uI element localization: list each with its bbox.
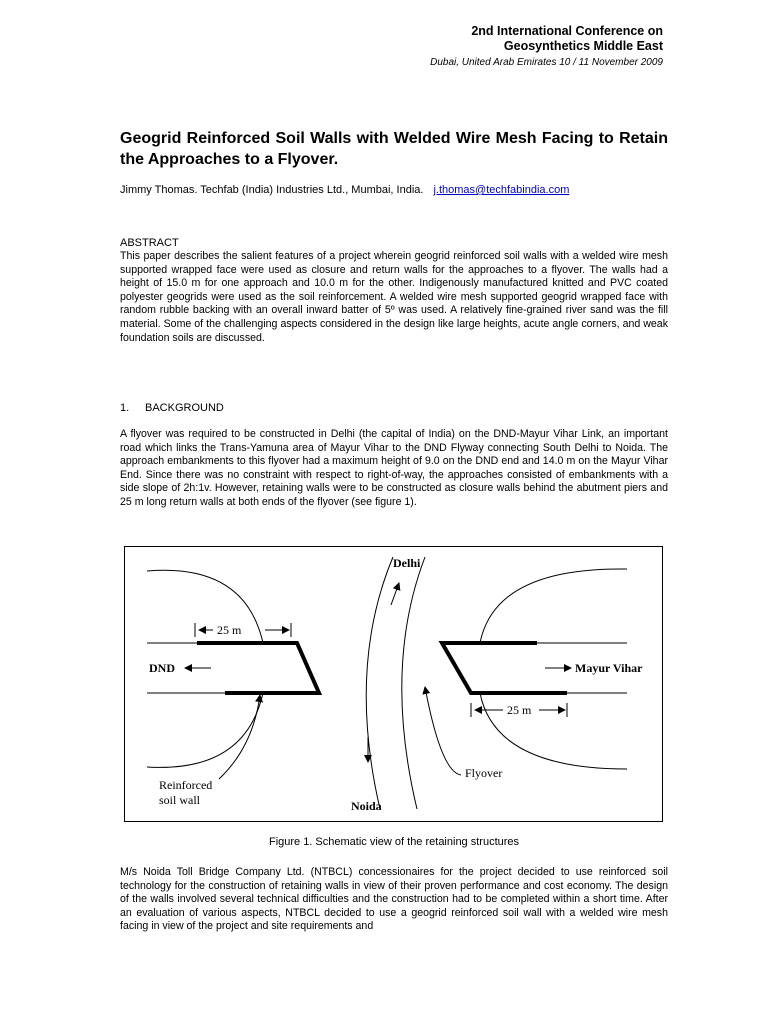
abstract-heading: ABSTRACT [120,237,179,249]
embankment-curve-left-top [147,570,263,643]
author-line [120,183,680,197]
author-affiliation: Jimmy Thomas. Techfab (India) Industries Ltd., Mumbai, India. [120,184,424,196]
figure-1 [124,546,663,822]
schematic-diagram [125,547,662,821]
section-heading [120,401,224,415]
figure-caption: Figure 1. Schematic view of the retaining structures [268,836,520,848]
label-noida: Noida [351,799,382,813]
label-dim-right: 25 m [507,703,532,717]
embankment-curve-right-bottom [480,693,627,769]
label-soil-wall: soil wall [159,793,200,807]
label-delhi: Delhi [393,556,421,570]
flyover-line-left [366,557,393,809]
flyover-line-right [402,557,425,809]
paper-title: Geogrid Reinforced Soil Walls with Welded Wire Mesh Facing to Retain the Approaches to a Flyover. [120,130,668,168]
label-mayur-vihar: Mayur Vihar [575,661,643,675]
label-reinforced: Reinforced [159,778,213,792]
retaining-wall-left [197,643,319,693]
section-number: 1. [120,402,130,414]
label-flyover: Flyover [465,766,503,780]
section-title: BACKGROUND [145,402,224,414]
embankment-curve-right-top [480,569,627,643]
label-dim-left: 25 m [217,623,242,637]
conference-subtitle: Geosynthetics Middle East [503,39,663,53]
wall-leader [219,695,260,779]
abstract-body: This paper describes the salient features of a project wherein geogrid reinforced soil walls with a welded wire mesh supported wrapped face were used as closure and return walls for the approaches to a flyover. The walls had a height of 15.0 m for one approach and 10.0 m for the other. Indigenously manufactured knitted and PVC coated polyester geogrids were used as the soil reinforcement. A welded wire mesh supported geogrid wrapped face with random rubble backing with an overall inward batter of 5º was used. A relatively fine-grained river sand was the fill material. Some of the challenging aspects considered in the design like large heights, acute angle corners, and weak foundation soils are discussed. [120,250,668,344]
label-dnd: DND [149,661,175,675]
author-email-link[interactable]: j.thomas@techfabindia.com [433,184,570,196]
background-paragraph: A flyover was required to be constructed in Delhi (the capital of India) on the DND-Mayur Vihar Link, an important road which links the Trans-Yamuna area of Mayur Vihar to the DND Flyway connecting South Delhi to Noida. The approach embankments to this flyover had a maximum height of 9.0 on the DND end and 14.0 m on the Mayur Vihar End. Since there was no constraint with respect to right-of-way, the approaches consisted of embankments with a side slope of 2h:1v. However, retaining walls were to be constructed as closure walls behind the abutment piers and 25 m long return walls at both ends of the flyover (see figure 1). [120,428,668,508]
delhi-arrow [391,583,399,605]
flyover-leader [425,687,461,775]
embankment-curve-left-bottom [147,693,263,767]
conference-header [430,24,663,70]
conference-name: 2nd International Conference on [471,24,663,38]
ntbcl-paragraph: M/s Noida Toll Bridge Company Ltd. (NTBCL) concessionaires for the project decided to use reinforced soil technology for the construction of retaining walls in view of their proven performance and cost economy. The design of the walls involved several technical difficulties and the construction had to be completed within a short time. After an evaluation of various aspects, NTBCL decided to use a geogrid reinforced soil wall with a welded wire mesh facing in view of the project and site requirements and [120,866,668,933]
conference-venue: Dubai, United Arab Emirates 10 / 11 November 2009 [430,57,663,68]
